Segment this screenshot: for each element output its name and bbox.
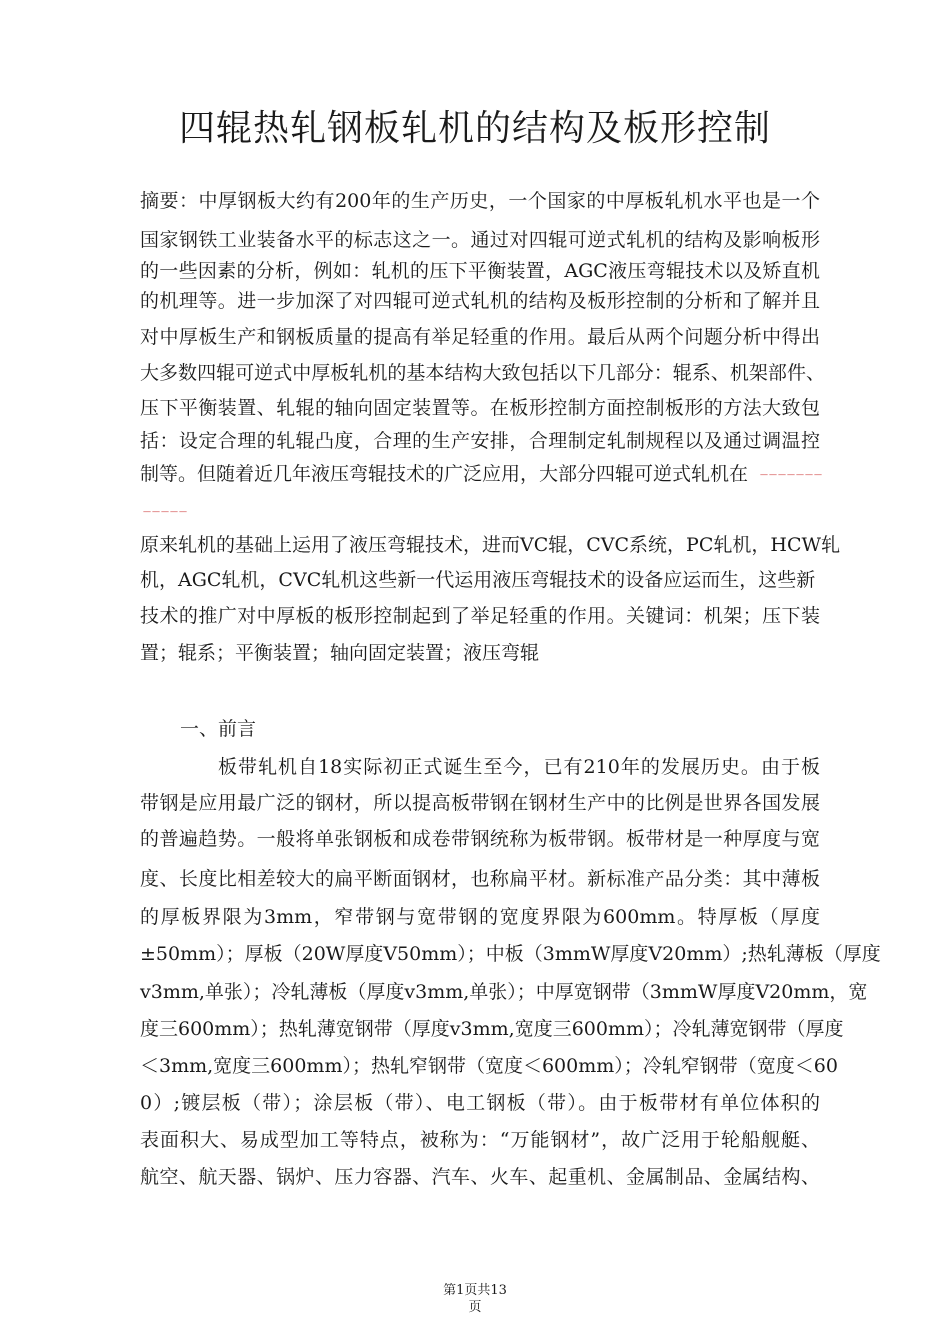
body-line: 带钢是应用最广泛的钢材，所以提高板带钢在钢材生产中的比例是世界各国发展	[140, 792, 820, 814]
abstract-line: 摘要：中厚钢板大约有200年的生产历史，一个国家的中厚板轧机水平也是一个	[140, 190, 820, 212]
abstract-line: 置；辊系；平衡装置；轴向固定装置；液压弯辊	[140, 642, 540, 664]
abstract-line: 制等。但随着近几年液压弯辊技术的广泛应用，大部分四辊可逆式轧机在	[140, 463, 749, 485]
body-line: 度、长度比相差较大的扁平断面钢材，也称扁平材。新标准产品分类：其中薄板	[140, 868, 820, 890]
abstract-line: 机，AGC轧机，CVC轧机这些新一代运用液压弯辊技术的设备应运而生，这些新	[140, 569, 816, 591]
abstract-line: 大多数四辊可逆式中厚板轧机的基本结构大致包括以下几部分：辊系、机架部件、	[140, 362, 825, 384]
watermark-stamp: ———————	[760, 470, 823, 479]
watermark-stamp: —————	[143, 507, 188, 516]
document-title: 四辊热轧钢板轧机的结构及板形控制	[178, 108, 771, 149]
page-footer-suffix: 页	[468, 1300, 482, 1315]
body-line: 的普遍趋势。一般将单张钢板和成卷带钢统称为板带钢。板带材是一种厚度与宽	[140, 828, 820, 850]
body-line: 度三600mm）；热轧薄宽钢带（厚度v3mm,宽度三600mm）；冷轧薄宽钢带（厚度	[140, 1018, 844, 1040]
body-line: ＜3mm,宽度三600mm）；热轧窄钢带（宽度＜600mm）；冷轧窄钢带（宽度＜60	[140, 1055, 838, 1077]
body-line: 板带轧机自18实际初正式诞生至今，已有210年的发展历史。由于板	[218, 756, 820, 778]
body-line: v3mm,单张）；冷轧薄板（厚度v3mm,单张）；中厚宽钢带（3mmW厚度V20mm，宽	[140, 981, 868, 1003]
abstract-line: 国家钢铁工业装备水平的标志这之一。通过对四辊可逆式轧机的结构及影响板形	[140, 229, 820, 251]
body-line: ±50mm）；厚板（20W厚度V50mm）；中板（3mmW厚度V20mm）;热轧薄板（厚度	[140, 943, 881, 965]
abstract-line: 技术的推广对中厚板的板形控制起到了举足轻重的作用。关键词：机架；压下装	[140, 605, 820, 627]
abstract-line: 括：设定合理的轧辊凸度，合理的生产安排，合理制定轧制规程以及通过调温控	[140, 430, 820, 452]
abstract-line: 的机理等。进一步加深了对四辊可逆式轧机的结构及板形控制的分析和了解并且	[140, 290, 820, 312]
abstract-line: 的一些因素的分析，例如：轧机的压下平衡装置，AGC液压弯辊技术以及矫直机	[140, 260, 820, 282]
body-line: 0）;镀层板（带）；涂层板（带）、电工钢板（带）。由于板带材有单位体积的	[140, 1092, 820, 1114]
body-line: 航空、航天器、锅炉、压力容器、汽车、火车、起重机、金属制品、金属结构、	[140, 1166, 820, 1188]
section-heading: 一、前言	[180, 718, 257, 740]
body-line: 表面积大、易成型加工等特点，被称为：“万能钢材”，故广泛用于轮船舰艇、	[140, 1129, 820, 1151]
body-line: 的厚板界限为3mm，窄带钢与宽带钢的宽度界限为600mm。特厚板（厚度	[140, 906, 820, 928]
page-footer-number: 第1页共13	[443, 1283, 507, 1298]
abstract-line: 对中厚板生产和钢板质量的提高有举足轻重的作用。最后从两个问题分析中得出	[140, 326, 820, 348]
abstract-line: 原来轧机的基础上运用了液压弯辊技术，进而VC辊，CVC系统，PC轧机，HCW轧	[140, 534, 841, 556]
abstract-line: 压下平衡装置、轧辊的轴向固定装置等。在板形控制方面控制板形的方法大致包	[140, 397, 820, 419]
